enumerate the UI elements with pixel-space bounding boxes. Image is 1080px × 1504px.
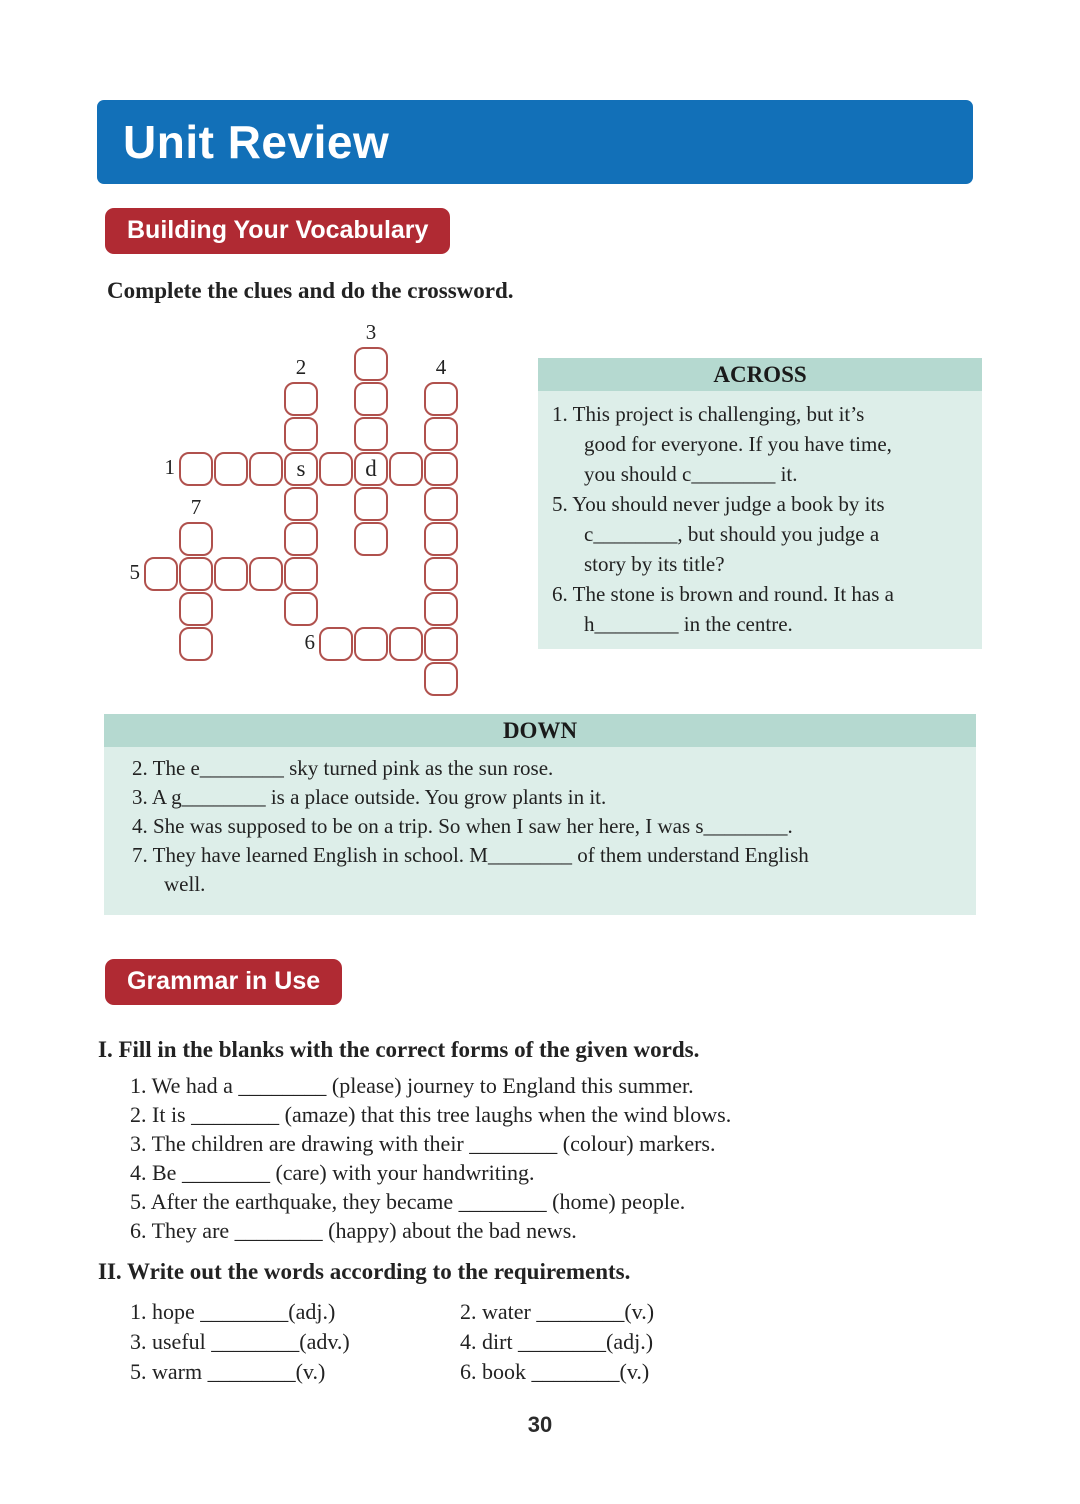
- list-item: 5. warm ________(v.): [130, 1359, 326, 1384]
- crossword-cell: [389, 627, 423, 661]
- crossword-number: 1: [164, 455, 175, 479]
- crossword-cell: [284, 487, 318, 521]
- clue-line: you should c________ it.: [584, 462, 798, 486]
- crossword-cell: [424, 627, 458, 661]
- list-item: 3. The children are drawing with their ________ (colour) markers.: [130, 1131, 716, 1156]
- list-item: 4. Be ________ (care) with your handwriting.: [130, 1160, 535, 1185]
- crossword-cell: [424, 662, 458, 696]
- clue-line: 7. They have learned English in school. M________ of them understand English: [132, 843, 809, 867]
- list-item: 6. They are ________ (happy) about the bad news.: [130, 1218, 577, 1243]
- clue: [552, 579, 970, 639]
- clue-line: h________ in the centre.: [584, 612, 793, 636]
- page-number: 30: [527, 1412, 553, 1437]
- across-title: ACROSS: [538, 358, 982, 391]
- crossword-number: 7: [190, 495, 202, 519]
- crossword-cell: [354, 417, 388, 451]
- crossword-cell: [179, 557, 213, 591]
- crossword-cell: [354, 347, 388, 381]
- crossword-cell: [284, 557, 318, 591]
- exercise2-columns: [130, 1297, 1080, 1387]
- crossword-cell: [214, 557, 248, 591]
- crossword-cell: s: [284, 452, 318, 486]
- page-title: Unit Review: [123, 116, 390, 168]
- clue-line: well.: [164, 872, 206, 896]
- clue-line: 2. The e________ sky turned pink as the sun rose.: [132, 756, 554, 780]
- crossword-cell: [354, 487, 388, 521]
- crossword-number: 2: [295, 355, 307, 379]
- down-clues: [104, 747, 976, 905]
- crossword-cell: [424, 452, 458, 486]
- clue-line: 1. This project is challenging, but it’s: [552, 402, 865, 426]
- crossword-cell: [284, 382, 318, 416]
- list-item: 6. book ________(v.): [460, 1359, 650, 1384]
- crossword-cell: [249, 557, 283, 591]
- crossword-cell: [354, 382, 388, 416]
- crossword-cell: [144, 557, 178, 591]
- clue: [132, 812, 960, 841]
- crossword-cell: [354, 522, 388, 556]
- unit-review-banner: [97, 100, 973, 184]
- crossword-number: 3: [365, 320, 377, 344]
- crossword-instruction: Complete the clues and do the crossword.: [107, 278, 514, 303]
- crossword-cell: [389, 452, 423, 486]
- grammar-badge: Grammar in Use: [105, 959, 342, 1005]
- crossword-cell: [424, 382, 458, 416]
- exercise2-heading: II. Write out the words according to the requirements.: [98, 1259, 631, 1284]
- crossword-cell: [179, 522, 213, 556]
- crossword-number: 6: [304, 630, 315, 654]
- exercise1-heading: I. Fill in the blanks with the correct forms of the given words.: [98, 1037, 700, 1062]
- crossword-cell: [319, 452, 353, 486]
- clue-line: story by its title?: [584, 552, 725, 576]
- crossword-cell: [249, 452, 283, 486]
- crossword-cell: [424, 417, 458, 451]
- crossword-number: 5: [129, 560, 140, 584]
- crossword-cell: d: [354, 452, 388, 486]
- exercise2-right-column: [460, 1297, 654, 1387]
- clue: [552, 489, 970, 579]
- crossword-cell: [214, 452, 248, 486]
- list-item: 4. dirt ________(adj.): [460, 1329, 654, 1354]
- list-item: 1. hope ________(adj.): [130, 1299, 336, 1324]
- crossword-grid: [107, 321, 538, 696]
- crossword-cell: [424, 487, 458, 521]
- list-item: 3. useful ________(adv.): [130, 1329, 350, 1354]
- crossword-cell: [354, 627, 388, 661]
- exercise1-items: [130, 1071, 1080, 1245]
- crossword-cell: [179, 627, 213, 661]
- list-item: 2. water ________(v.): [460, 1299, 655, 1324]
- crossword-cell: [284, 417, 318, 451]
- exercise2-left-column: [130, 1297, 460, 1387]
- clue: [132, 783, 960, 812]
- crossword-cell: [284, 592, 318, 626]
- crossword-cell: [424, 592, 458, 626]
- crossword-cell: [284, 522, 318, 556]
- clue-line: good for everyone. If you have time,: [584, 432, 892, 456]
- list-item: 1. We had a ________ (please) journey to England this summer.: [130, 1073, 694, 1098]
- crossword-cell: [179, 592, 213, 626]
- clue-line: c________, but should you judge a: [584, 522, 880, 546]
- list-item: 2. It is ________ (amaze) that this tree laughs when the wind blows.: [130, 1102, 732, 1127]
- crossword-cell: [424, 522, 458, 556]
- crossword-and-across-row: [107, 321, 1080, 696]
- crossword-cell: [179, 452, 213, 486]
- down-title: DOWN: [104, 714, 976, 747]
- down-box: [104, 714, 976, 915]
- clue-line: 3. A g________ is a place outside. You grow plants in it.: [132, 785, 607, 809]
- across-box: [538, 358, 982, 649]
- across-clues: [538, 391, 982, 649]
- clue-line: 5. You should never judge a book by its: [552, 492, 885, 516]
- clue: [132, 841, 960, 899]
- crossword-cell: [424, 557, 458, 591]
- clue-line: 6. The stone is brown and round. It has a: [552, 582, 894, 606]
- clue-line: 4. She was supposed to be on a trip. So when I saw her here, I was s________.: [132, 814, 793, 838]
- clue: [132, 754, 960, 783]
- vocabulary-badge: Building Your Vocabulary: [105, 208, 450, 254]
- crossword-cell: [319, 627, 353, 661]
- clue: [552, 399, 970, 489]
- list-item: 5. After the earthquake, they became ________ (home) people.: [130, 1189, 686, 1214]
- crossword-number: 4: [435, 355, 447, 379]
